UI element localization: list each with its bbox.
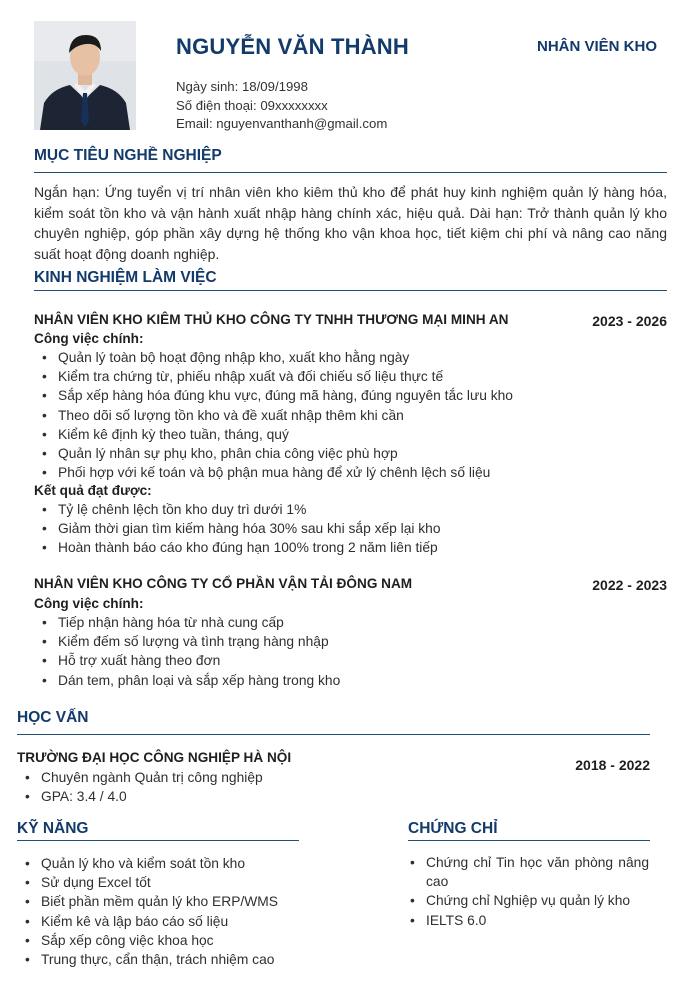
duties-label: Công việc chính: — [34, 331, 144, 346]
experience-title: KINH NGHIỆM LÀM VIỆC — [34, 269, 217, 286]
phone-number: Số điện thoại: 09xxxxxxxx — [176, 97, 328, 113]
skills-list — [19, 854, 315, 969]
job-position: NHÂN VIÊN KHO KIÊM THỦ KHO CÔNG TY TNHH THƯƠNG MẠI MINH AN — [34, 312, 509, 327]
job-period: 2022 - 2023 — [592, 577, 667, 593]
desired-position: NHÂN VIÊN KHO — [536, 38, 657, 55]
skills-title: KỸ NĂNG — [17, 820, 89, 837]
list-item: • Hỗ trợ xuất hàng theo đơn — [58, 651, 618, 670]
contact-info — [176, 78, 387, 134]
list-item: • Tỷ lệ chênh lệch tồn kho duy trì dưới 1% — [58, 500, 618, 519]
portrait-image — [34, 21, 136, 130]
job-duties-list — [36, 613, 618, 690]
certificates-divider — [408, 840, 650, 841]
list-item: • Kiểm kê và lập báo cáo số liệu — [41, 912, 315, 931]
education-period: 2018 - 2022 — [575, 757, 650, 773]
list-item: • Dán tem, phân loại và sắp xếp hàng trong kho — [58, 671, 618, 690]
list-item: • Kiểm đếm số lượng và tình trạng hàng nhập — [58, 632, 618, 651]
list-item: • Quản lý nhân sự phụ kho, phân chia công việc phù hợp — [58, 444, 618, 463]
list-item: • Chuyên ngành Quản trị công nghiệp — [41, 768, 541, 787]
list-item: • Tiếp nhận hàng hóa từ nhà cung cấp — [58, 613, 618, 632]
list-item: • Biết phần mềm quản lý kho ERP/WMS — [41, 892, 315, 911]
list-item: • Sắp xếp hàng hóa đúng khu vực, đúng mã hàng, đúng nguyên tắc lưu kho — [58, 386, 618, 405]
experience-divider — [34, 290, 667, 291]
duties-label: Công việc chính: — [34, 596, 144, 611]
list-item: • Trung thực, cẩn thận, trách nhiệm cao — [41, 950, 315, 969]
results-label: Kết quả đạt được: — [34, 483, 152, 498]
list-item: • Quản lý toàn bộ hoạt động nhập kho, xuất kho hằng ngày — [58, 348, 618, 367]
education-title: HỌC VẤN — [17, 709, 89, 726]
list-item: • Sử dụng Excel tốt — [41, 873, 315, 892]
list-item: • Chứng chỉ Nghiệp vụ quản lý kho — [426, 891, 649, 910]
list-item: • Kiểm kê định kỳ theo tuần, tháng, quý — [58, 425, 618, 444]
list-item: • Phối hợp với kế toán và bộ phận mua hàng để xử lý chênh lệch số liệu — [58, 463, 618, 482]
list-item: • Hoàn thành báo cáo kho đúng hạn 100% trong 2 năm liên tiếp — [58, 538, 618, 557]
job-position: NHÂN VIÊN KHO CÔNG TY CỔ PHẦN VẬN TẢI ĐÔNG NAM — [34, 576, 413, 591]
objective-title: MỤC TIÊU NGHỀ NGHIỆP — [34, 147, 222, 164]
job-results-list — [36, 500, 618, 558]
list-item: • GPA: 3.4 / 4.0 — [41, 787, 541, 806]
list-item: • Kiểm tra chứng từ, phiếu nhập xuất và đối chiếu số liệu thực tế — [58, 367, 618, 386]
objective-divider — [34, 172, 667, 173]
objective-text: Ngắn hạn: Ứng tuyển vị trí nhân viên kho kiêm thủ kho để phát huy kinh nghiệm quản lý hàng hóa, kiểm soát tồn kho và vận hành xuất nhập hàng chính xác, hiệu quả. Dài hạn: Trở thành quản lý kho chuyên nghiệp, góp phần xây dựng hệ thống kho vận khoa học, tiết kiệm chi phí và nâng cao năng suất hoạt động doanh nghiệp. — [34, 184, 667, 262]
list-item: • Quản lý kho và kiểm soát tồn kho — [41, 854, 315, 873]
profile-photo — [34, 21, 136, 130]
list-item: • Giảm thời gian tìm kiếm hàng hóa 30% sau khi sắp xếp lại kho — [58, 519, 618, 538]
certificates-title: CHỨNG CHỈ — [408, 820, 498, 837]
list-item: • Sắp xếp công việc khoa học — [41, 931, 315, 950]
birth-date: Ngày sinh: 18/09/1998 — [176, 79, 308, 94]
education-details-list — [19, 768, 541, 806]
skills-divider — [17, 840, 299, 841]
job-period: 2023 - 2026 — [592, 313, 667, 329]
list-item: • Theo dõi số lượng tồn kho và đề xuất nhập thêm khi cần — [58, 406, 618, 425]
list-item: • IELTS 6.0 — [426, 911, 649, 930]
list-item: • Chứng chỉ Tin học văn phòng nâng cao — [426, 853, 649, 891]
candidate-name: NGUYỄN VĂN THÀNH — [176, 34, 409, 59]
education-divider — [17, 734, 650, 735]
certificates-list — [404, 853, 649, 930]
job-duties-list — [36, 348, 618, 482]
school-name: TRƯỜNG ĐẠI HỌC CÔNG NGHIỆP HÀ NỘI — [17, 750, 292, 765]
email-address: Email: nguyenvanthanh@gmail.com — [176, 116, 388, 131]
